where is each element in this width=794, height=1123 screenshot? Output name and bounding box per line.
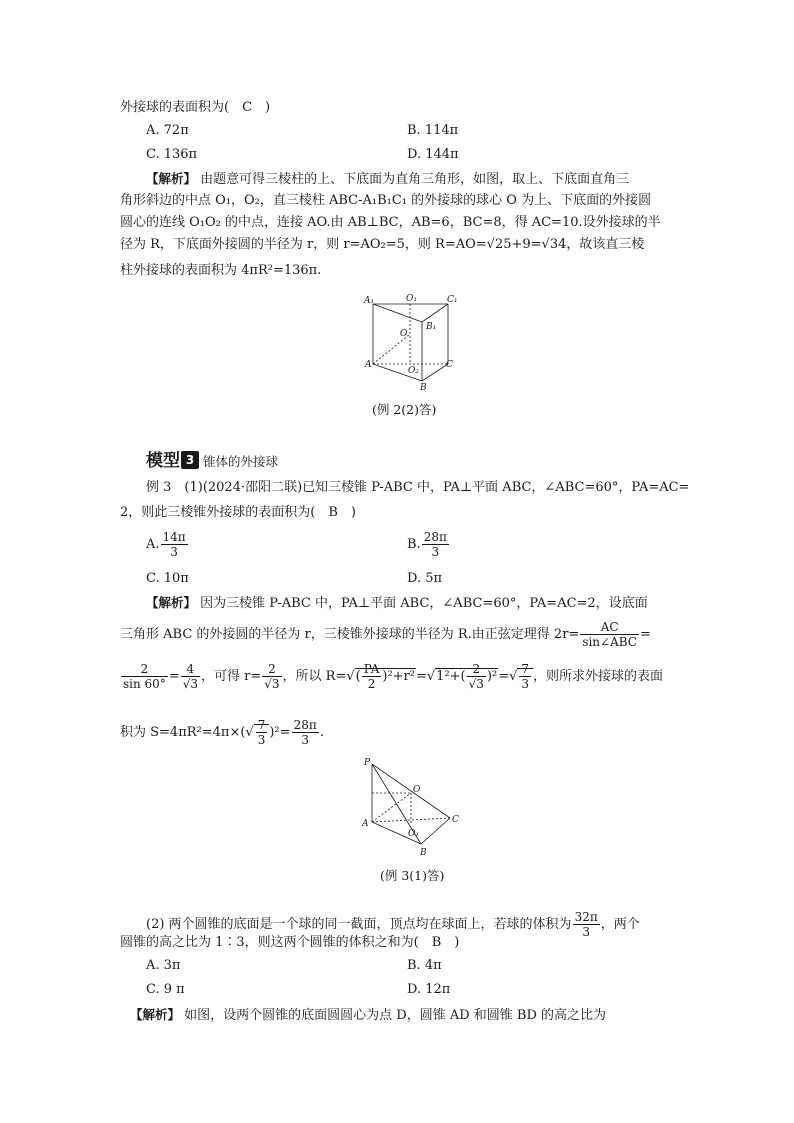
q3-1-analysis-line-3: $\frac{2}{\sin 60^\circ}$ = $\frac{4}{√3}$ ，可得 r= $\frac{2}{√3}$ ，所以 R=√( $\frac{PA}{2}$ )²+r²=√1²+( $\frac{2}{√3}$ )²=√ $\frac{7}{3}$ ，则所求外接球的表面 <box>123 662 664 691</box>
q3-2-stem-line-1: (2) 两个圆锥的底面是一个球的同一截面，顶点均在球面上，若球的体积为 $\frac{32\pi}{3}$ ，两个 <box>146 910 640 939</box>
q3-2-option-a: A. 3π <box>146 958 181 973</box>
radius-expression: √( $\frac{PA}{2}$ )²+r²=√1²+( $\frac{2}{√3}$ )²=√ $\frac{7}{3}$ <box>346 668 533 684</box>
model-heading <box>146 446 278 471</box>
model-subtitle: 锥体的外接球 <box>203 454 279 469</box>
label-o1: O₁ <box>408 829 419 839</box>
q3-2-stem-line-2: 圆锥的高之比为 1∶3，则这两个圆锥的体积之和为( B ) <box>120 935 460 950</box>
label-o: O <box>413 785 421 795</box>
label-c1: C₁ <box>447 295 458 305</box>
analysis-label: 【解析】 <box>130 1007 181 1022</box>
option-b: B. 114π <box>407 123 459 138</box>
model-title: 模型 <box>146 451 180 471</box>
q3-2-option-b: B. 4π <box>407 958 442 973</box>
option-d: D. 144π <box>407 147 459 162</box>
q3-2-option-d: D. 12π <box>407 982 451 997</box>
label-p: P <box>364 758 371 768</box>
q3-1-stem-line-1: 例 3 (1)(2024·邵阳二联)已知三棱锥 P-ABC 中，PA⊥平面 ABC，∠ABC=60°，PA=AC= <box>146 480 690 495</box>
q3-1-stem-line-2: 2，则此三棱锥外接球的表面积为( B ) <box>120 505 356 520</box>
pyramid-figure <box>358 756 468 860</box>
analysis-line-2: 角形斜边的中点 O₁，O₂，直三棱柱 ABC-A₁B₁C₁ 的外接球的球心 O 为上、下底面的外接圆 <box>120 193 652 208</box>
label-a1: A₁ <box>364 296 375 306</box>
analysis-label: 【解析】 <box>146 595 197 610</box>
label-c: C <box>446 360 453 370</box>
analysis-label: 【解析】 <box>146 171 197 186</box>
q3-1-analysis-line-2: 三角形 ABC 的外接圆的半径为 r，三棱锥外接球的半径为 R.由正弦定理得 2r= $\frac{AC}{\text{sin∠ABC}}$ = <box>120 620 651 649</box>
label-a: A <box>365 360 372 370</box>
figure-caption-2: (例 3(1)答) <box>380 868 445 883</box>
q3-1-analysis-line-4: 积为 S=4πR²=4π×(√ $\frac{7}{3}$ )²= $\frac{28\pi}{3}$ . <box>120 718 324 747</box>
model-number: 3 <box>181 451 199 469</box>
q3-1-option-c: C. 10π <box>146 571 189 586</box>
label-b1: B₁ <box>426 322 437 332</box>
label-o2: O₂ <box>408 366 419 376</box>
q3-2-analysis-line-1: 【解析】 如图，设两个圆锥的底面圆圆心为点 D，圆锥 AD 和圆锥 BD 的高之比为 <box>130 1007 607 1023</box>
q3-1-option-b: B. $\frac{28\pi}{3}$ <box>407 530 447 559</box>
analysis-line-1: 【解析】 由题意可得三棱柱的上、下底面为直角三角形，如图，取上、下底面直角三 <box>146 171 630 187</box>
figure-caption-1: (例 2(2)答) <box>372 402 437 417</box>
label-c: C <box>452 815 459 825</box>
q3-1-option-d: D. 5π <box>407 571 443 586</box>
q3-1-analysis-line-1: 【解析】 因为三棱锥 P-ABC 中，PA⊥平面 ABC，∠ABC=60°，PA=AC=2，设底面 <box>146 595 648 611</box>
label-o1: O₁ <box>406 294 417 304</box>
analysis-line-4: 径为 R，下底面外接圆的半径为 r，则 r=AO₂=5，则 R=AO=√25+9=√34，故该直三棱 <box>120 237 645 252</box>
question-stem: 外接球的表面积为( C ) <box>120 100 271 115</box>
label-a: A <box>362 819 369 829</box>
label-b: B <box>420 383 427 392</box>
prism-figure <box>360 292 460 392</box>
label-b: B <box>420 848 427 858</box>
analysis-line-3: 圆心的连线 O₁O₂ 的中点，连接 AO.由 AB⊥BC，AB=6，BC=8，得 AC=10.设外接球的半 <box>120 215 661 230</box>
option-c: C. 136π <box>146 147 198 162</box>
q3-2-option-c: C. 9 π <box>146 982 185 997</box>
label-o: O <box>400 329 408 339</box>
analysis-line-5: 柱外接球的表面积为 4πR²=136π. <box>120 263 322 278</box>
option-a: A. 72π <box>146 123 189 138</box>
q3-1-option-a: A. $\frac{14\pi}{3}$ <box>146 530 186 559</box>
